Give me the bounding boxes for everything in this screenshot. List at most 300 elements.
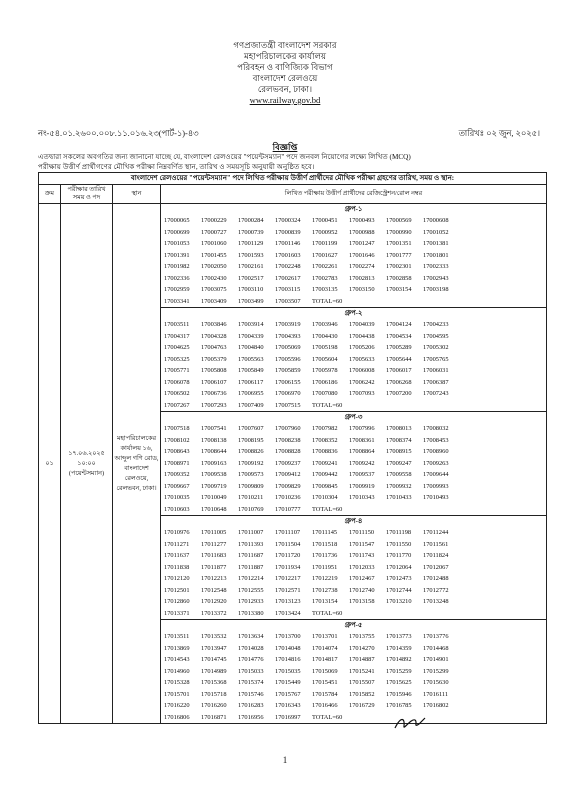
roll-number: 17011198 [386, 529, 412, 536]
header-roll-numbers: লিখিত পরীক্ষায় উত্তীর্ণ প্রার্থীদের রেজিস্ট্রেশন/রোল নম্বর [161, 185, 547, 204]
roll-number: 17015946 [386, 690, 412, 698]
roll-number: 17000065 [164, 217, 190, 224]
roll-number: 17016111 [423, 690, 449, 698]
roll-number: 17007541 [201, 425, 227, 432]
group-heading: গ্রুপ-৪ [161, 516, 546, 528]
roll-number: 17013371 [164, 609, 190, 617]
roll-number: 17006078 [164, 378, 190, 386]
roll-number: 17015625 [386, 679, 412, 686]
roll-number: 17010603 [164, 505, 190, 513]
roll-number: 17015241 [349, 667, 375, 675]
roll-number: 17007409 [238, 401, 264, 409]
place-cell: মহাপরিচালকের কার্যালয় ১৬, আব্দুল গণি রোড, বাংলাদেশ রেলওয়ে, রেলভবন, ঢাকা। [113, 204, 161, 724]
roll-number: 17009644 [423, 471, 449, 478]
roll-number: 17003409 [201, 297, 227, 305]
roll-number: 17006387 [423, 378, 449, 386]
roll-number: 17006117 [238, 378, 264, 386]
group-total: TOTAL=60 [312, 401, 343, 409]
roll-number: 17011145 [312, 529, 338, 536]
roll-number: 17005302 [423, 344, 449, 351]
roll-number: 17003115 [275, 286, 301, 293]
roll-number: 17008960 [423, 448, 449, 455]
roll-number: 17015784 [312, 690, 338, 698]
roll-number: 17014048 [275, 644, 301, 652]
office-line: মহাপরিচালকের কার্যালয় [243, 51, 327, 61]
organization-line: বাংলাদেশ রেলওয়ে [252, 73, 318, 83]
reference-number: নং-৫৪.০১.২৬০০.০০৮.১১.০১৬.২৩(পার্ট-১)-৪৩ [38, 129, 199, 138]
roll-number: 17009719 [201, 482, 227, 490]
roll-number: 17001129 [238, 240, 264, 247]
roll-number: 17004339 [238, 332, 264, 340]
roll-number: 17000229 [201, 217, 227, 224]
roll-number: 17016785 [386, 702, 412, 709]
roll-number: 17015259 [386, 667, 412, 675]
roll-number: 17006008 [349, 367, 375, 374]
roll-number: 17016220 [164, 702, 190, 709]
roll-number: 17011951 [312, 563, 338, 571]
exam-post: (পয়েন্টসম্যান) [68, 469, 105, 477]
roll-number: 17006970 [275, 390, 301, 397]
roll-number: 17004840 [238, 344, 264, 351]
roll-number: 17009163 [201, 459, 227, 467]
roll-number: 17015033 [238, 667, 264, 675]
roll-number: 17000739 [238, 228, 264, 236]
roll-number: 17011271 [164, 540, 190, 548]
roll-number: 17012920 [201, 598, 227, 605]
roll-number: 17012501 [164, 586, 190, 594]
roll-number: 17002517 [238, 274, 264, 282]
roll-number: 17005596 [275, 355, 301, 363]
roll-number: 17004233 [423, 321, 449, 328]
department-line: পরিবহন ও বাণিজ্যিক বিভাগ [237, 62, 333, 72]
roll-number: 17004124 [386, 321, 412, 328]
roll-number: 17002261 [312, 263, 338, 270]
roll-number: 17010648 [201, 505, 227, 513]
roll-number: 17003198 [423, 286, 449, 293]
roll-number: 17012488 [423, 575, 449, 582]
roll-number: 17011838 [164, 563, 190, 571]
roll-number: 17004595 [423, 332, 449, 340]
roll-number: 17003150 [349, 286, 375, 293]
roll-row [161, 215, 546, 227]
roll-number: 17010049 [201, 494, 227, 501]
roll-row [161, 677, 546, 689]
roll-number: 17001247 [349, 240, 375, 247]
roll-number: 17009919 [349, 482, 375, 490]
roll-number: 17012120 [164, 575, 190, 582]
roll-number: 17001351 [386, 240, 412, 247]
groups-cell [161, 204, 547, 724]
roll-number: 17003511 [164, 321, 190, 328]
notice-body-line: এতদ্বারা সকলের অবগতির জন্য জানানো যাচ্ছে যে, বাংলাদেশ রেলওয়ের "পয়েন্টসম্যান" পদে জনবল নিয়োগের লক্ষ্যে লিখিত (MCQ) [38, 153, 411, 161]
schedule-table [38, 172, 547, 724]
roll-number: 17016956 [238, 713, 264, 721]
roll-number: 17009993 [423, 482, 449, 490]
roll-number: 17006107 [201, 378, 227, 386]
roll-row [161, 654, 546, 666]
roll-number: 17015451 [312, 679, 338, 686]
roll-number: 17012548 [201, 586, 227, 594]
roll-number: 17009352 [164, 471, 190, 478]
roll-number: 17014989 [201, 667, 227, 675]
roll-number: 17013701 [312, 633, 338, 640]
group-heading: গ্রুপ-২ [161, 308, 546, 320]
roll-number: 17001053 [164, 240, 190, 247]
group-total: TOTAL=60 [312, 297, 343, 305]
roll-number: 17016871 [201, 713, 227, 721]
roll-number: 17007293 [201, 401, 227, 409]
roll-number: 17005771 [164, 367, 190, 374]
roll-number: 17005289 [386, 344, 412, 351]
roll-row [161, 365, 546, 377]
roll-number: 17000699 [164, 228, 190, 236]
roll-number: 17013755 [349, 633, 375, 640]
roll-number: 17011244 [423, 529, 449, 536]
notice-body [38, 152, 548, 172]
roll-number: 17003341 [164, 297, 190, 305]
roll-number: 17011550 [386, 540, 412, 548]
roll-number: 17010304 [312, 494, 338, 501]
roll-number: 17005859 [275, 367, 301, 374]
roll-number: 17012744 [386, 586, 412, 594]
roll-number: 17016729 [349, 702, 375, 709]
roll-number: 17003846 [201, 321, 227, 328]
roll-number: 17005206 [349, 344, 375, 351]
roll-number: 17001646 [349, 251, 375, 259]
roll-number: 17009809 [238, 482, 264, 490]
roll-number: 17011005 [201, 529, 227, 536]
roll-row [161, 284, 546, 296]
roll-number: 17015746 [238, 690, 264, 698]
roll-number: 17008032 [423, 425, 449, 432]
header-serial: ক্রম [39, 185, 61, 204]
roll-number: 17004039 [349, 321, 375, 328]
roll-number: 17002248 [275, 263, 301, 270]
roll-number: 17000952 [312, 228, 338, 236]
roll-number: 17002050 [201, 263, 227, 270]
roll-number: 17001060 [201, 240, 227, 247]
roll-number: 17006155 [275, 378, 301, 386]
roll-row [161, 643, 546, 655]
roll-number: 17016283 [238, 702, 264, 709]
roll-number: 17005563 [238, 355, 264, 363]
roll-number: 17010777 [275, 505, 301, 513]
roll-number: 17010035 [164, 494, 190, 501]
roll-number: 17007200 [386, 390, 412, 397]
roll-number: 17001777 [386, 251, 412, 259]
roll-row [161, 423, 546, 435]
roll-number: 17009241 [312, 459, 338, 467]
roll-number: 17003499 [238, 297, 264, 305]
roll-number: 17007515 [275, 401, 301, 409]
roll-number: 17007607 [238, 425, 264, 432]
roll-number: 17012067 [423, 563, 449, 571]
roll-number: 17008915 [386, 448, 412, 455]
roll-row [161, 296, 546, 308]
roll-number: 17008102 [164, 436, 190, 444]
roll-number: 17005604 [312, 355, 338, 363]
roll-row [161, 585, 546, 597]
roll-number: 17011743 [349, 552, 375, 559]
roll-number: 17015374 [238, 679, 264, 686]
roll-number: 17015449 [275, 679, 301, 686]
roll-number: 17000727 [201, 228, 227, 236]
roll-number: 17000990 [386, 228, 412, 236]
roll-number: 17009667 [164, 482, 190, 490]
roll-number: 17009829 [275, 482, 301, 490]
roll-number: 17014816 [275, 656, 301, 663]
roll-number: 17007996 [349, 425, 375, 432]
roll-number: 17001603 [275, 251, 301, 259]
roll-row [161, 377, 546, 389]
roll-number: 17012064 [386, 563, 412, 571]
roll-number: 17008453 [423, 436, 449, 444]
roll-row [161, 319, 546, 331]
roll-number: 17012772 [423, 586, 449, 594]
roll-number: 17011393 [238, 540, 264, 548]
roll-number: 17006017 [386, 367, 412, 374]
roll-number: 17008971 [164, 459, 190, 467]
roll-number: 17002959 [164, 286, 190, 293]
roll-number: 17004430 [312, 332, 338, 340]
roll-number: 17002274 [349, 263, 375, 270]
roll-number: 17010211 [238, 494, 264, 501]
roll-number: 17014543 [164, 656, 190, 663]
roll-number: 17010433 [386, 494, 412, 501]
roll-number: 17010236 [275, 494, 301, 501]
roll-number: 17000988 [349, 228, 375, 236]
roll-number: 17012473 [386, 575, 412, 582]
signature-mark [393, 714, 427, 732]
roll-number: 17002617 [275, 274, 301, 282]
roll-number: 17005765 [423, 355, 449, 363]
group-rolls [161, 215, 546, 308]
roll-number: 17001982 [164, 263, 190, 270]
roll-number: 17009263 [423, 459, 449, 467]
roll-number: 17001391 [164, 251, 190, 259]
group-total: TOTAL=60 [312, 609, 343, 617]
roll-number: 17002333 [423, 263, 449, 270]
roll-number: 17008013 [386, 425, 412, 432]
roll-number: 17007960 [275, 425, 301, 432]
roll-number: 17001146 [275, 240, 301, 247]
roll-number: 17011687 [238, 552, 264, 559]
notice-body-line: পরীক্ষায় উত্তীর্ণ প্রার্থীগণের মৌখিক পরীক্ষা নিম্নবর্ণিত স্থান, তারিখ ও সময়সূচি অনুযায়ী অনুষ্ঠিত হবে। [38, 163, 315, 171]
roll-row [161, 596, 546, 608]
roll-number: 17009442 [312, 471, 338, 478]
group-rolls [161, 423, 546, 516]
roll-number: 17014817 [312, 656, 338, 663]
roll-number: 17005325 [164, 355, 190, 363]
roll-number: 17013773 [386, 633, 412, 640]
issue-date: তারিখঃ ০২ জুন, ২০২৫। [458, 129, 540, 138]
roll-number: 17002336 [164, 274, 190, 282]
roll-number: 17011736 [312, 552, 338, 559]
roll-number: 17002813 [349, 274, 375, 282]
roll-number: 17009558 [386, 471, 412, 478]
group-heading: গ্রুপ-১ [344, 206, 363, 213]
roll-row [161, 354, 546, 366]
roll-number: 17001801 [423, 251, 449, 259]
roll-number: 17004317 [164, 332, 190, 340]
roll-number: 17009247 [386, 459, 412, 467]
website-link[interactable]: www.railway.gov.bd [249, 95, 321, 105]
roll-number: 17005633 [349, 355, 375, 363]
header-place: স্থান [113, 185, 161, 204]
roll-row [161, 469, 546, 481]
group-heading: গ্রুপ-৫ [161, 620, 546, 632]
roll-number: 17015630 [423, 679, 449, 686]
roll-number: 17012740 [349, 586, 375, 594]
roll-number: 17008138 [201, 436, 227, 444]
roll-number: 17004763 [201, 344, 227, 351]
roll-number: 17005849 [238, 367, 264, 374]
roll-number: 17005198 [312, 344, 338, 351]
roll-number: 17003914 [238, 321, 264, 328]
roll-row [161, 400, 546, 412]
roll-number: 17011824 [423, 552, 449, 559]
roll-row [161, 481, 546, 493]
roll-number: 17008836 [312, 448, 338, 455]
roll-number: 17005808 [201, 367, 227, 374]
group-heading: গ্রুপ-৩ [161, 412, 546, 424]
roll-number: 17015507 [349, 679, 375, 686]
roll-number: 17002430 [201, 274, 227, 282]
roll-number: 17003507 [275, 297, 301, 305]
roll-number: 17009192 [238, 459, 264, 467]
roll-number: 17011007 [238, 529, 264, 536]
roll-number: 17003946 [312, 321, 338, 328]
table-title: বাংলাদেশ রেলওয়ের "পয়েন্টসম্যান" পদে লিখিত পরীক্ষায় উত্তীর্ণ প্রার্থীদের মৌখিক পরীক্ষা গ্রহণের তারিখ, সময় ও স্থান: [39, 173, 547, 185]
roll-number: 17006955 [238, 390, 264, 397]
roll-number: 17006242 [349, 378, 375, 386]
roll-row [161, 573, 546, 585]
roll-number: 17004534 [386, 332, 412, 340]
roll-number: 17011547 [349, 540, 375, 548]
roll-number: 17007093 [349, 390, 375, 397]
roll-number: 17014892 [386, 656, 412, 663]
roll-number: 17005644 [386, 355, 412, 363]
roll-number: 17015069 [312, 667, 338, 675]
header-date-time: পরীক্ষার তারিখ সময় ও পদ [61, 185, 113, 204]
roll-number: 17007518 [164, 425, 190, 432]
roll-number: 17014776 [238, 656, 264, 663]
roll-number: 17005069 [275, 344, 301, 351]
roll-number: 17014745 [201, 656, 227, 663]
roll-number: 17011637 [164, 552, 190, 559]
roll-number: 17015328 [164, 679, 190, 686]
roll-number: 17011107 [275, 529, 301, 536]
roll-number: 17011770 [386, 552, 412, 559]
roll-row [161, 562, 546, 574]
roll-number: 17013947 [201, 644, 227, 652]
govt-line: গণপ্রজাতন্ত্রী বাংলাদেশ সরকার [233, 40, 337, 50]
roll-number: 17003135 [312, 286, 338, 293]
roll-row [161, 227, 546, 239]
roll-number: 17008374 [386, 436, 412, 444]
notice-title: বিজ্ঞপ্তি [272, 142, 298, 152]
roll-number: 17012555 [238, 586, 264, 594]
roll-number: 17013210 [386, 598, 412, 605]
roll-number: 17013634 [238, 633, 264, 640]
roll-number: 17012217 [275, 575, 301, 582]
group-total: TOTAL=60 [312, 505, 343, 513]
roll-number: 17001052 [423, 228, 449, 236]
roll-number: 17005379 [201, 355, 227, 363]
roll-number: 17016466 [312, 702, 338, 709]
roll-number: 17002858 [386, 274, 412, 282]
group-rolls [161, 319, 546, 412]
roll-number: 17009538 [201, 471, 227, 478]
roll-number: 17012571 [275, 586, 301, 594]
roll-number: 17001455 [201, 251, 227, 259]
roll-number: 17014074 [312, 644, 338, 652]
roll-number: 17000839 [275, 228, 301, 236]
roll-number: 17002783 [312, 274, 338, 282]
roll-number: 17013869 [164, 644, 190, 652]
serial-cell: ০১ [39, 204, 61, 724]
address-line: রেলভবন, ঢাকা। [257, 84, 313, 94]
roll-number: 17016343 [275, 702, 301, 709]
roll-number: 17006186 [312, 378, 338, 386]
roll-number: 17000324 [275, 217, 301, 224]
roll-row [161, 666, 546, 678]
roll-row [161, 631, 546, 643]
roll-number: 17009573 [238, 471, 264, 478]
roll-row [161, 458, 546, 470]
roll-number: 17009237 [275, 459, 301, 467]
roll-number: 17010343 [349, 494, 375, 501]
roll-row [161, 504, 546, 516]
roll-number: 17013424 [275, 609, 301, 617]
roll-number: 17005978 [312, 367, 338, 374]
roll-number: 17014359 [386, 644, 412, 652]
page-number: 1 [282, 755, 288, 765]
roll-number: 17007982 [312, 425, 338, 432]
exam-time: ১০:০০ [77, 459, 96, 467]
roll-number: 17008238 [275, 436, 301, 444]
roll-number: 17009242 [349, 459, 375, 467]
roll-number: 17013158 [349, 598, 375, 605]
roll-number: 17002161 [238, 263, 264, 270]
roll-number: 17004438 [349, 332, 375, 340]
roll-row [161, 689, 546, 701]
roll-number: 17011277 [201, 540, 227, 548]
roll-number: 17001593 [238, 251, 264, 259]
roll-number: 17011720 [275, 552, 301, 559]
roll-number: 17012738 [312, 586, 338, 594]
roll-number: 17010769 [238, 505, 264, 513]
roll-row [161, 527, 546, 539]
roll-row [161, 539, 546, 551]
roll-number: 17013776 [423, 633, 449, 640]
roll-number: 17008644 [201, 448, 227, 455]
roll-number: 17000493 [349, 217, 375, 224]
roll-number: 17011518 [312, 540, 338, 548]
roll-number: 17016802 [423, 702, 449, 709]
roll-number: 17009412 [275, 471, 301, 478]
roll-number: 17015718 [201, 690, 227, 698]
roll-row [161, 550, 546, 562]
roll-number: 17013248 [423, 598, 449, 605]
roll-row [161, 331, 546, 343]
roll-number: 17001199 [312, 240, 338, 247]
roll-number: 17008643 [164, 448, 190, 455]
roll-row [161, 273, 546, 285]
roll-number: 17014270 [349, 644, 375, 652]
roll-number: 17015701 [164, 690, 190, 698]
roll-number: 17013380 [238, 609, 264, 617]
